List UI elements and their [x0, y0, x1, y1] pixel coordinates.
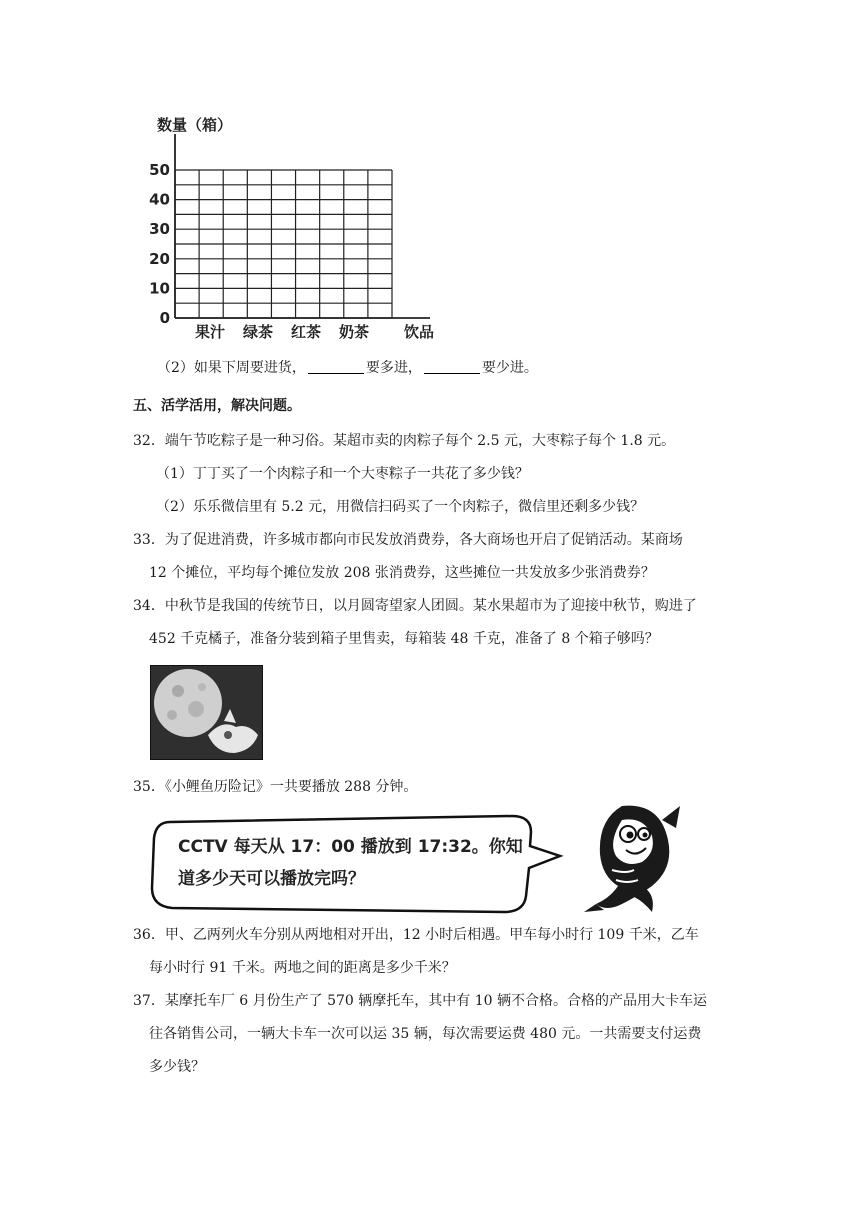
y-tick-label: 40: [149, 190, 170, 209]
q36-line1: 36．甲、乙两列火车分别从两地相对开出，12 小时后相遇。甲车每小时行 109 千米，乙车: [133, 927, 699, 943]
y-axis-label: 数量（箱）: [157, 116, 233, 134]
q35-text: 35．《小鲤鱼历险记》一共要播放 288 分钟。: [133, 779, 418, 795]
bar-chart-grid: [140, 108, 460, 348]
y-tick-label: 30: [149, 220, 170, 239]
q37-line1: 37．某摩托车厂 6 月份生产了 570 辆摩托车，其中有 10 辆不合格。合格的产品用大卡车运: [133, 993, 707, 1009]
speech-bubble: [148, 808, 568, 916]
y-tick-label: 0: [159, 309, 170, 327]
chart-grid-lines: [175, 134, 430, 318]
q34-line2: 452 千克橘子，准备分装到箱子里售卖，每箱装 48 千克，准备了 8 个箱子够吗？: [149, 631, 659, 647]
y-tick-label: 50: [149, 161, 170, 179]
section-title: 五、活学活用，解决问题。: [133, 398, 301, 414]
y-tick-label: 10: [149, 279, 170, 298]
x-axis-categories: [195, 323, 369, 341]
x-category-label: 绿茶: [242, 323, 274, 341]
q32-part1: （1）丁丁买了一个肉粽子和一个大枣粽子一共花了多少钱？: [156, 466, 529, 482]
bubble-line2: 道多少天可以播放完吗？: [178, 869, 365, 889]
x-category-label: 红茶: [290, 323, 322, 341]
x-axis-label: 饮品: [404, 323, 435, 341]
q34-line1: 34．中秋节是我国的传统节日，以月圆寄望家人团圆。某水果超市为了迎接中秋节，购进了: [133, 598, 697, 614]
answer-blank-2[interactable]: [424, 359, 480, 374]
y-axis-ticks: [149, 161, 170, 327]
carp-fish-icon: [582, 800, 688, 916]
q36-line2: 每小时行 91 千米。两地之间的距离是多少千米？: [149, 960, 456, 976]
q37-line2: 往各销售公司，一辆大卡车一次可以运 35 辆，每次需要运费 480 元。一共需要支付运费: [149, 1026, 702, 1042]
q33-line1: 33．为了促进消费，许多城市都向市民发放消费券，各大商场也开启了促销活动。某商场: [133, 532, 683, 548]
q37-line3: 多少钱？: [149, 1059, 205, 1075]
q32-text: 32．端午节吃粽子是一种习俗。某超市卖的肉粽子每个 2.5 元，大枣粽子每个 1.8 元。: [133, 433, 676, 449]
y-tick-label: 20: [149, 249, 170, 268]
q31-part2-suffix: 要少进。: [481, 360, 538, 376]
q31-part2-mid: 要多进，: [365, 360, 422, 376]
answer-blank-1[interactable]: [308, 359, 364, 374]
moon-picture: [150, 665, 263, 760]
x-category-label: 果汁: [194, 323, 226, 341]
bubble-line1: CCTV 每天从 17：00 播放到 17:32。你知: [178, 837, 523, 857]
q33-line2: 12 个摊位，平均每个摊位发放 208 张消费券，这些摊位一共发放多少张消费券？: [149, 565, 655, 581]
q31-part2-prefix: （2）如果下周要进货，: [157, 360, 306, 376]
x-category-label: 奶茶: [338, 323, 370, 341]
q31-part2: [157, 358, 538, 378]
q32-part2: （2）乐乐微信里有 5.2 元，用微信扫码买了一个肉粽子，微信里还剩多少钱？: [156, 499, 645, 515]
